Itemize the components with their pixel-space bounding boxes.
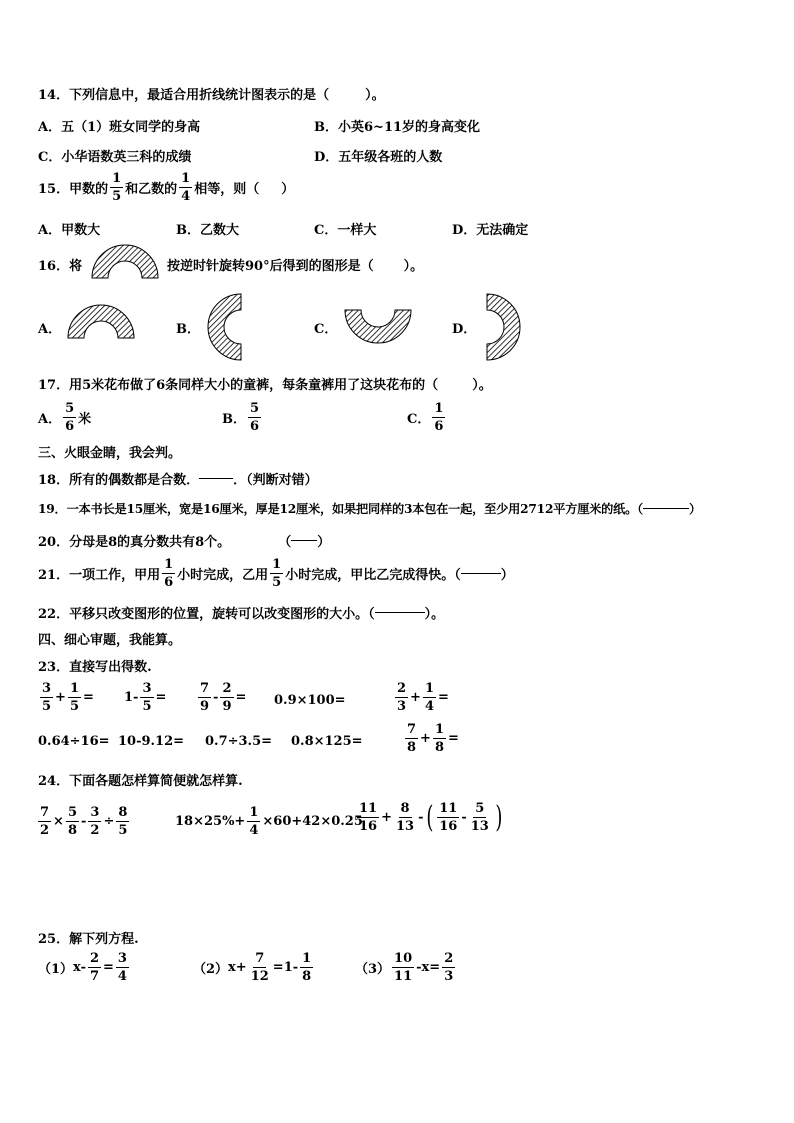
q14-option-b: B． 小英6~11岁的身高变化	[314, 120, 481, 135]
q14-option-d: D． 五年级各班的人数	[314, 150, 443, 165]
q23-stem: 23． 直接写出得数.	[38, 660, 152, 675]
q24-expr-2: 18×25%+ $\frac{1}{4}$ ×60+42×0.25	[175, 805, 363, 838]
fraction: $\frac{1}{5}$	[112, 171, 122, 204]
q25-equation-3: （3） $\frac{10}{11}$ -x= $\frac{2}{3}$	[355, 951, 454, 984]
q23-expr-5: $\frac{2}{3}$ + $\frac{1}{4}$ =	[397, 681, 449, 714]
q21: 21． 一项工作，甲用 $\frac{1}{6}$ 小时完成，乙用 $\frac{1}{5}$ 小时完成，甲比乙完成得快。（ ）	[38, 557, 514, 590]
q23-expr-2: 1- $\frac{3}{5}$ =	[124, 681, 167, 714]
q14-option-a: A． 五（1）班女同学的身高	[38, 120, 201, 135]
q16-option-b-figure	[205, 292, 243, 362]
q20: 20． 分母是8的真分数共有8个。 （ ）	[38, 535, 331, 550]
q15-option-c: C． 一样大	[314, 223, 377, 238]
q16-option-d-label: D．	[452, 322, 477, 337]
q16-stem: 按逆时针旋转90°后得到的图形是（ ）。	[167, 259, 424, 274]
q23-expr-1: $\frac{3}{5}$ + $\frac{1}{5}$ =	[42, 681, 94, 714]
q15-option-a: A． 甲数大	[38, 223, 101, 238]
q23-expr-7: 10-9.12=	[118, 734, 185, 749]
fraction: $\frac{5}{6}$	[250, 401, 260, 434]
q23-expr-8: 0.7÷3.5=	[205, 734, 273, 749]
q23-expr-4: 0.9×100=	[274, 693, 346, 708]
section-4-heading: 四、细心审题，我能算。	[38, 633, 182, 648]
q16-option-c-figure	[343, 308, 413, 344]
q14-stem: 14． 下列信息中，最适合用折线统计图表示的是（ ）。	[38, 88, 385, 103]
q23-expr-6: 0.64÷16=	[38, 734, 110, 749]
q18: 18． 所有的偶数都是合数． ．（判断对错）	[38, 473, 318, 488]
q14-option-c: C． 小华语数英三科的成绩	[38, 150, 192, 165]
fraction: $\frac{1}{6}$	[164, 557, 174, 590]
q25-stem: 25． 解下列方程.	[38, 932, 139, 947]
q25-equation-1: （1） x- $\frac{2}{7}$ = $\frac{3}{4}$	[38, 951, 127, 984]
fraction: $\frac{1}{5}$	[272, 557, 282, 590]
q24-stem: 24． 下面各题怎样算简便就怎样算.	[38, 774, 243, 789]
section-3-heading: 三、火眼金睛，我会判。	[38, 446, 182, 461]
q15-option-d: D． 无法确定	[452, 223, 529, 238]
q24-expr-3: $\frac{11}{16}$ + $\frac{8}{13}$ - ( $\frac{11}{16}$ - $\frac{5}{13}$ )	[359, 799, 503, 835]
q23-expr-3: $\frac{7}{9}$ - $\frac{2}{9}$ =	[200, 681, 247, 714]
q23-expr-9: 0.8×125=	[291, 734, 363, 749]
q17-option-a: A． $\frac{5}{6}$ 米	[38, 401, 92, 434]
q25-equation-2: （2） x+ $\frac{7}{12}$ =1- $\frac{1}{8}$	[193, 951, 312, 984]
q23-expr-10: $\frac{7}{8}$ + $\frac{1}{8}$ =	[407, 722, 459, 755]
fraction: $\frac{1}{6}$	[434, 401, 444, 434]
semicircle-arch-figure	[90, 244, 160, 280]
q22: 22． 平移只改变图形的位置，旋转可以改变图形的大小。（ ）。	[38, 607, 445, 622]
q16-option-c-label: C．	[314, 322, 338, 337]
q19: 19． 一本书长是15厘米，宽是16厘米，厚是12厘米，如果把同样的3本包在一起，至少用2712平方厘米的纸。（ ）	[38, 502, 702, 516]
q17-option-c: C． $\frac{1}{6}$	[407, 401, 444, 434]
q17-stem: 17． 用5米花布做了6条同样大小的童裤，每条童裤用了这块花布的（ ）。	[38, 378, 492, 393]
q16-num: 16． 将	[38, 259, 83, 274]
q16-option-a-label: A．	[38, 322, 62, 337]
q17-option-b: B． $\frac{5}{6}$	[222, 401, 260, 434]
q16-option-d-figure	[485, 292, 523, 362]
q15-stem: 15． 甲数的 $\frac{1}{5}$ 和乙数的 $\frac{1}{4}$ 相等，则（ ）	[38, 171, 295, 204]
q24-expr-1: $\frac{7}{2}$ × $\frac{5}{8}$ - $\frac{3}{2}$ ÷ $\frac{8}{5}$	[40, 805, 128, 838]
q16-option-a-figure	[66, 304, 136, 340]
q15-option-b: B． 乙数大	[176, 223, 240, 238]
fraction: $\frac{1}{4}$	[181, 171, 191, 204]
q16-option-b-label: B．	[176, 322, 200, 337]
fraction: $\frac{5}{6}$	[65, 401, 75, 434]
